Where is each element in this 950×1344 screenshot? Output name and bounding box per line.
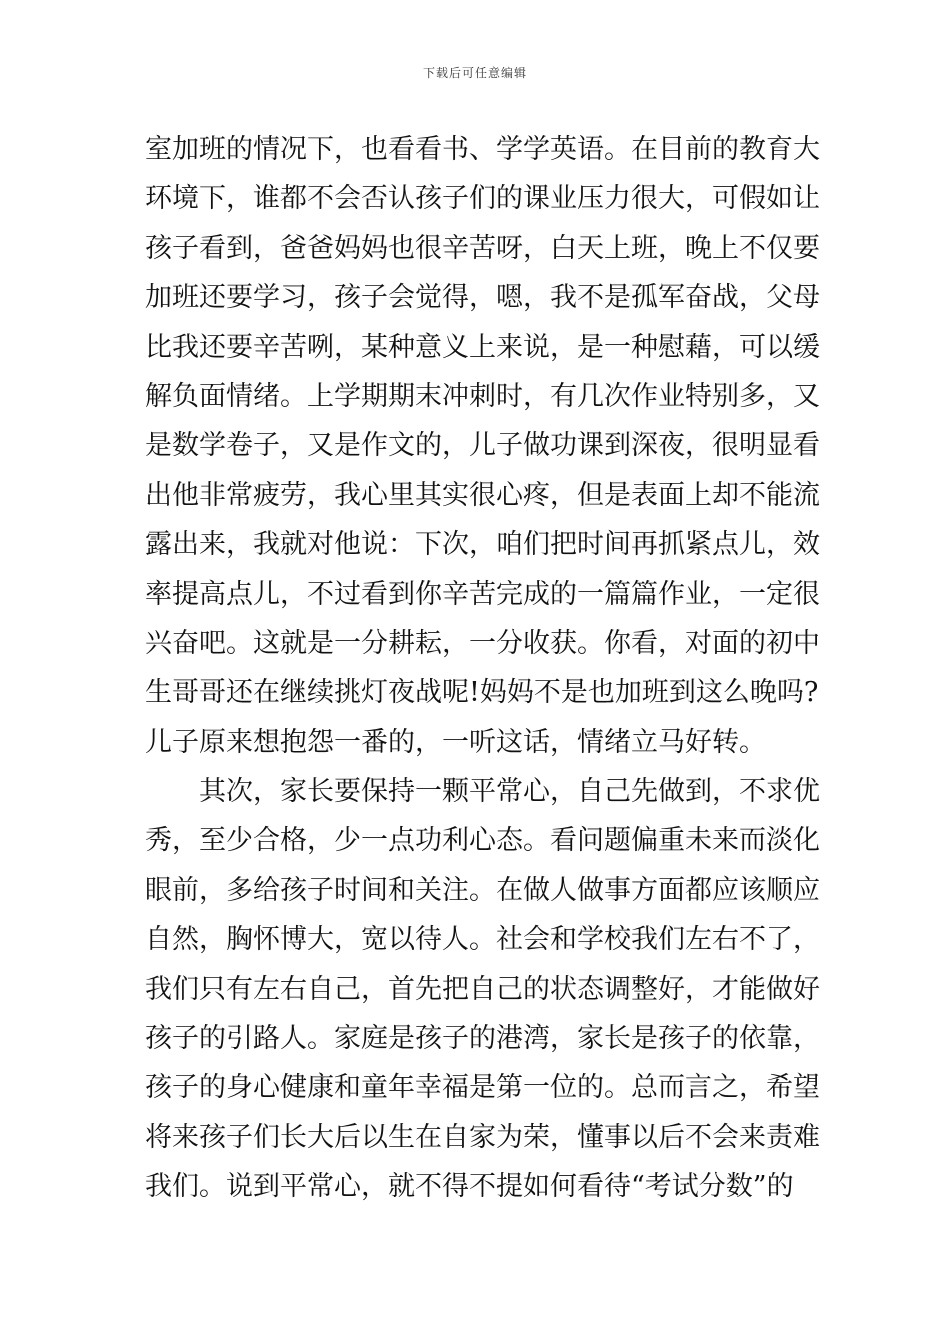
text-line: 自然，胸怀博大，宽以待人。社会和学校我们左右不了， <box>145 924 820 956</box>
text-line: 孩子看到，爸爸妈妈也很辛苦呀，白天上班，晚上不仅要 <box>145 232 820 264</box>
document-body <box>145 125 820 1212</box>
paragraph-1 <box>145 125 820 767</box>
text-line: 生哥哥还在继续挑灯夜战呢!妈妈不是也加班到这么晚吗? <box>145 677 819 709</box>
text-line: 儿子原来想抱怨一番的，一听这话，情绪立马好转。 <box>145 726 766 758</box>
text-line: 秀，至少合格，少一点功利心态。看问题偏重未来而淡化 <box>145 825 820 857</box>
paragraph-2 <box>145 767 820 1212</box>
text-line: 率提高点儿，不过看到你辛苦完成的一篇篇作业，一定很 <box>145 578 820 610</box>
text-line: 解负面情绪。上学期期末冲刺时，有几次作业特别多，又 <box>145 380 820 412</box>
text-line: 我们只有左右自己，首先把自己的状态调整好，才能做好 <box>145 973 820 1005</box>
page-header: 下载后可任意编辑 <box>422 66 527 80</box>
text-line: 兴奋吧。这就是一分耕耘，一分收获。你看，对面的初中 <box>145 627 820 659</box>
text-line: 露出来，我就对他说：下次，咱们把时间再抓紧点儿，效 <box>145 529 820 561</box>
text-line: 比我还要辛苦咧，某种意义上来说，是一种慰藉，可以缓 <box>145 331 820 363</box>
text-line: 我们。说到平常心，就不得不提如何看待“考试分数”的 <box>145 1171 794 1203</box>
text-line-indented: 其次，家长要保持一颗平常心，自己先做到，不求优 <box>199 776 820 808</box>
text-line: 将来孩子们长大后以生在自家为荣，懂事以后不会来责难 <box>145 1121 820 1153</box>
text-line: 出他非常疲劳，我心里其实很心疼，但是表面上却不能流 <box>145 479 820 511</box>
text-line: 环境下，谁都不会否认孩子们的课业压力很大，可假如让 <box>145 183 820 215</box>
text-line: 室加班的情况下，也看看书、学学英语。在目前的教育大 <box>145 134 820 165</box>
text-line: 孩子的引路人。家庭是孩子的港湾，家长是孩子的依靠， <box>145 1023 820 1055</box>
text-line: 加班还要学习，孩子会觉得，嗯，我不是孤军奋战，父母 <box>145 282 820 314</box>
text-line: 孩子的身心健康和童年幸福是第一位的。总而言之，希望 <box>145 1072 820 1104</box>
text-line: 是数学卷子，又是作文的，儿子做功课到深夜，很明显看 <box>145 430 820 462</box>
text-line: 眼前，多给孩子时间和关注。在做人做事方面都应该顺应 <box>145 874 820 906</box>
